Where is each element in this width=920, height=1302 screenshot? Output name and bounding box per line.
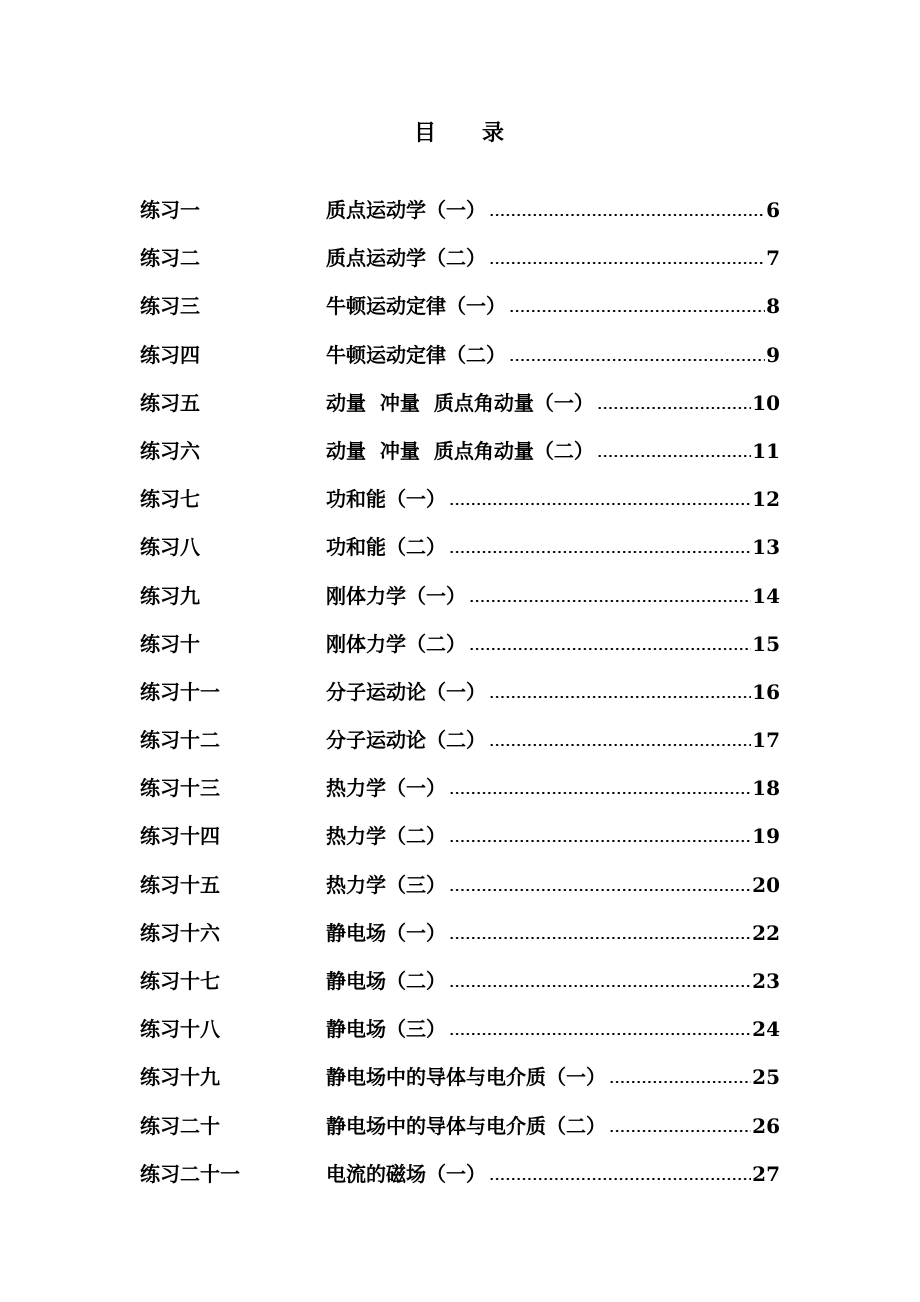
- toc-entry-title: 分子运动论（二）: [326, 728, 486, 753]
- toc-entry[interactable]: [140, 913, 780, 961]
- toc-entry-number: 练习九: [140, 583, 200, 608]
- toc-entry-page-number: 13: [752, 535, 780, 560]
- toc-entry[interactable]: [140, 1106, 780, 1154]
- title-char-right: 录: [482, 120, 507, 146]
- toc-entry-number: 练习十九: [140, 1065, 220, 1090]
- toc-entry-page-number: 26: [752, 1113, 780, 1138]
- toc-entry-page-number: 7: [766, 246, 780, 271]
- toc-entry[interactable]: [140, 1057, 780, 1105]
- toc-dot-leader: [449, 551, 751, 553]
- toc-entry-page-number: 14: [752, 583, 780, 608]
- toc-dot-leader: [609, 1081, 751, 1083]
- toc-entry[interactable]: [140, 624, 780, 672]
- toc-entry-number: 练习二: [140, 246, 200, 271]
- toc-entry-number: 练习十八: [140, 1017, 220, 1042]
- toc-entry[interactable]: [140, 335, 780, 383]
- toc-entry-title: 分子运动论（一）: [326, 679, 486, 704]
- toc-entry-number: 练习十三: [140, 776, 220, 801]
- toc-entry-page-number: 9: [766, 342, 780, 367]
- toc-entry-title: 功和能（一）: [326, 487, 446, 512]
- toc-entry[interactable]: [140, 768, 780, 816]
- toc-entry-number: 练习十七: [140, 969, 220, 993]
- toc-entry-number: 练习二十: [140, 1113, 220, 1138]
- toc-dot-leader: [509, 359, 765, 361]
- toc-entry-page-number: 22: [752, 920, 780, 945]
- toc-dot-leader: [449, 503, 751, 505]
- toc-entry-title: 牛顿运动定律（二）: [326, 342, 506, 367]
- toc-dot-leader: [489, 214, 765, 216]
- toc-entry-page-number: 8: [766, 294, 780, 319]
- page-title: [0, 116, 920, 147]
- toc-entry-number: 练习十六: [140, 920, 220, 945]
- toc-entry-title: 热力学（三）: [326, 872, 446, 897]
- toc-entry-number: 练习七: [140, 487, 200, 512]
- toc-entry[interactable]: [140, 238, 780, 286]
- toc-entry-title: 质点运动学（二）: [326, 246, 486, 271]
- toc-entry-number: 练习二十一: [140, 1161, 240, 1186]
- toc-dot-leader: [489, 1178, 751, 1180]
- toc-entry-title: 刚体力学（二）: [326, 631, 466, 656]
- toc-entry-page-number: 23: [752, 969, 780, 993]
- toc-entry-number: 练习十四: [140, 824, 220, 849]
- toc-entry-page-number: 27: [752, 1161, 780, 1186]
- toc-dot-leader: [489, 744, 751, 746]
- toc-entry-number: 练习十五: [140, 872, 220, 897]
- toc-dot-leader: [449, 889, 751, 891]
- table-of-contents: [140, 190, 780, 1202]
- toc-entry-title: 牛顿运动定律（一）: [326, 294, 506, 319]
- toc-entry-number: 练习五: [140, 390, 200, 415]
- toc-entry-title: 热力学（一）: [326, 776, 446, 801]
- toc-entry[interactable]: [140, 431, 780, 479]
- toc-entry[interactable]: [140, 672, 780, 720]
- toc-entry-title: 动量 冲量 质点角动量（一）: [326, 390, 594, 415]
- toc-entry[interactable]: [140, 961, 780, 1009]
- toc-entry-title: 静电场（二）: [326, 969, 446, 993]
- toc-entry-title: 静电场中的导体与电介质（一）: [326, 1065, 606, 1090]
- toc-entry-page-number: 18: [752, 776, 780, 801]
- toc-entry[interactable]: [140, 1009, 780, 1057]
- toc-entry-title: 热力学（二）: [326, 824, 446, 849]
- toc-entry-page-number: 25: [752, 1065, 780, 1090]
- toc-entry-title: 静电场（三）: [326, 1017, 446, 1042]
- toc-entry-page-number: 11: [752, 438, 780, 463]
- toc-entry[interactable]: [140, 865, 780, 913]
- toc-entry-page-number: 10: [752, 390, 780, 415]
- toc-dot-leader: [449, 937, 751, 939]
- toc-dot-leader: [609, 1130, 751, 1132]
- toc-entry-page-number: 15: [752, 631, 780, 656]
- toc-dot-leader: [597, 455, 751, 457]
- toc-dot-leader: [597, 407, 751, 409]
- toc-entry[interactable]: [140, 1154, 780, 1202]
- toc-entry-page-number: 16: [752, 679, 780, 704]
- toc-entry[interactable]: [140, 479, 780, 527]
- toc-entry-number: 练习十: [140, 631, 200, 656]
- toc-entry[interactable]: [140, 816, 780, 864]
- toc-dot-leader: [449, 985, 751, 987]
- toc-entry-number: 练习三: [140, 294, 200, 319]
- toc-entry-page-number: 20: [752, 872, 780, 897]
- toc-entry-page-number: 12: [752, 487, 780, 512]
- toc-dot-leader: [469, 600, 751, 602]
- toc-dot-leader: [489, 262, 765, 264]
- toc-entry-title: 刚体力学（一）: [326, 583, 466, 608]
- toc-dot-leader: [449, 1033, 751, 1035]
- toc-dot-leader: [469, 648, 751, 650]
- toc-entry-number: 练习十一: [140, 679, 220, 704]
- toc-entry-page-number: 6: [766, 198, 780, 222]
- toc-entry-title: 电流的磁场（一）: [326, 1161, 486, 1186]
- toc-entry[interactable]: [140, 190, 780, 238]
- toc-entry-page-number: 17: [752, 728, 780, 753]
- toc-entry-page-number: 24: [752, 1017, 780, 1042]
- toc-entry-number: 练习一: [140, 198, 200, 222]
- toc-entry[interactable]: [140, 286, 780, 334]
- title-char-left: 目: [413, 120, 438, 146]
- toc-entry-title: 静电场（一）: [326, 920, 446, 945]
- toc-entry[interactable]: [140, 576, 780, 624]
- toc-entry-title: 功和能（二）: [326, 535, 446, 560]
- toc-dot-leader: [449, 840, 751, 842]
- toc-dot-leader: [489, 696, 751, 698]
- toc-entry[interactable]: [140, 527, 780, 575]
- toc-dot-leader: [449, 792, 751, 794]
- toc-entry-number: 练习八: [140, 535, 200, 560]
- toc-entry-page-number: 19: [752, 824, 780, 849]
- toc-entry-number: 练习六: [140, 438, 200, 463]
- toc-entry-title: 质点运动学（一）: [326, 198, 486, 222]
- toc-entry-number: 练习四: [140, 342, 200, 367]
- toc-entry-number: 练习十二: [140, 728, 220, 753]
- toc-entry-title: 静电场中的导体与电介质（二）: [326, 1113, 606, 1138]
- toc-entry-title: 动量 冲量 质点角动量（二）: [326, 438, 594, 463]
- toc-entry[interactable]: [140, 383, 780, 431]
- toc-dot-leader: [509, 310, 765, 312]
- toc-entry[interactable]: [140, 720, 780, 768]
